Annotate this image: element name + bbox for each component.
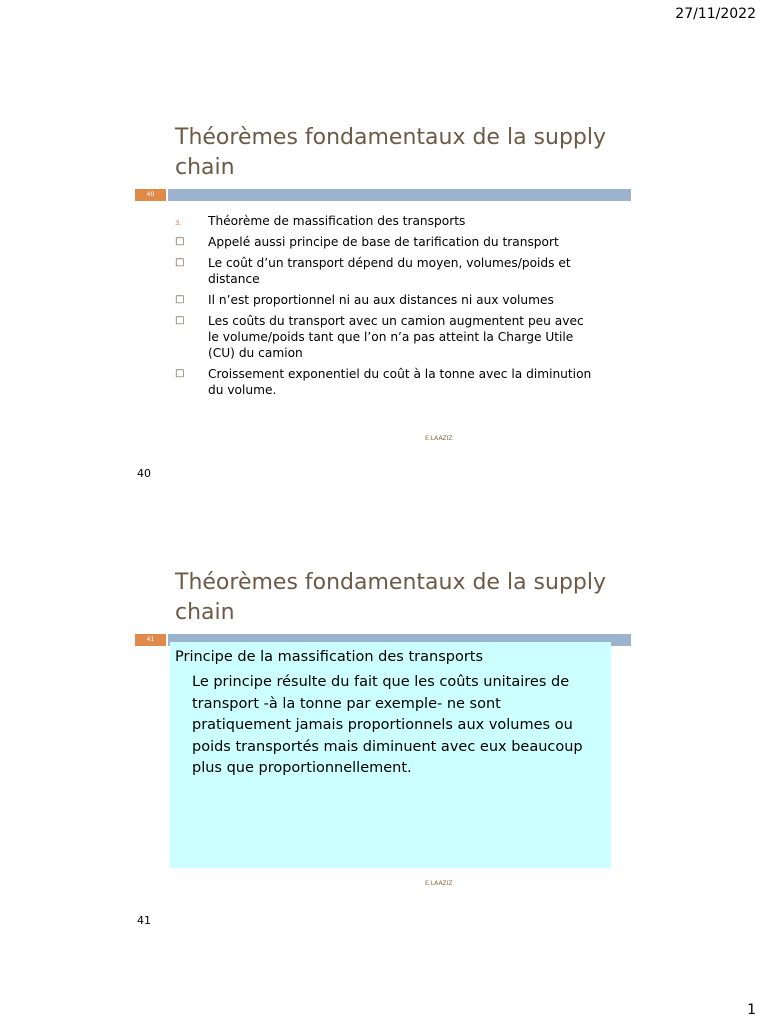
list-item-text: Appelé aussi principe de base de tarification du transport [208, 235, 559, 249]
slide-label: 40 [137, 467, 151, 480]
numbered-marker: 3. [175, 219, 182, 227]
slide-label: 41 [137, 914, 151, 927]
list-item [135, 366, 598, 398]
page-date: 27/11/2022 [675, 6, 756, 22]
list-item-text: Théorème de massification des transports [208, 214, 466, 228]
list-item-text: Le coût d’un transport dépend du moyen, volumes/poids et distance [208, 256, 571, 286]
slide-number-badge: 41 [135, 634, 166, 646]
page-number: 1 [747, 1002, 756, 1018]
author-credit: E.LAAZIZ [425, 435, 453, 442]
square-bullet-icon: □ [175, 257, 185, 268]
list-item-text: Les coûts du transport avec un camion augmentent peu avec le volume/poids tant que l’on n’a pas atteint la Charge Utile (CU) du camion [208, 314, 584, 360]
author-credit: E.LAAZIZ [425, 880, 453, 887]
square-bullet-icon: □ [175, 368, 185, 379]
list-item [135, 313, 598, 361]
slide-41 [135, 568, 635, 898]
slide-number-badge: 40 [135, 189, 166, 201]
square-bullet-icon: □ [175, 294, 185, 305]
list-item [135, 292, 598, 308]
slide-title: Théorèmes fondamentaux de la supply chain [175, 570, 607, 625]
list-item [135, 255, 598, 287]
highlight-box [170, 642, 611, 868]
list-item-text: Il n’est proportionnel ni au aux distances ni aux volumes [208, 293, 554, 307]
box-paragraph: Le principe résulte du fait que les coûts unitaires de transport -à la tonne par exemple- ne sont pratiquement jamais proportionnels aux volumes ou poids transportés mais diminuent avec eux beaucoup plus que proportionnellement. [192, 674, 583, 776]
box-heading: Principe de la massification des transports [175, 649, 484, 665]
bullet-list [135, 213, 635, 398]
square-bullet-icon: □ [175, 315, 185, 326]
slide-40 [135, 123, 635, 453]
list-item [135, 234, 598, 250]
title-underline-bar [168, 189, 631, 201]
title-bar [135, 189, 635, 201]
list-item [135, 213, 598, 229]
square-bullet-icon: □ [175, 236, 185, 247]
slide-title: Théorèmes fondamentaux de la supply chain [175, 125, 607, 180]
list-item-text: Croissement exponentiel du coût à la tonne avec la diminution du volume. [208, 367, 592, 397]
